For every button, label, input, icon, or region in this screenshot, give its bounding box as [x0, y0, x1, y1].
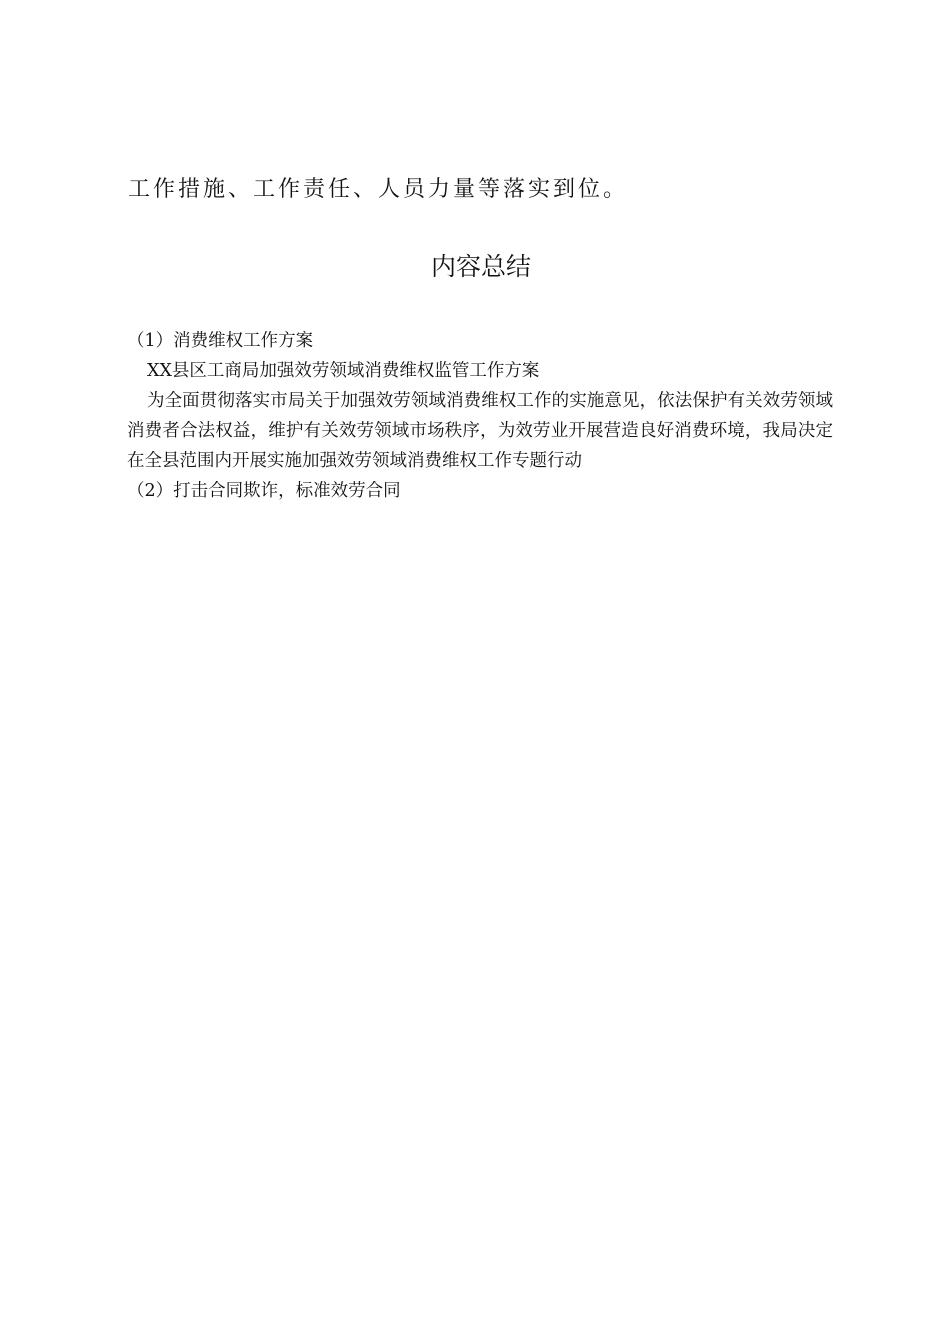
- summary-item-2-heading: （2）打击合同欺诈，标准效劳合同: [127, 481, 401, 501]
- summary-heading: 内容总结: [430, 252, 531, 281]
- summary-item-1-heading: （1）消费维权工作方案: [127, 331, 314, 351]
- continuation-line: 工作措施、工作责任、人员力量等落实到位。: [128, 177, 629, 202]
- summary-paragraph: 为全面贯彻落实市局关于加强效劳领域消费维权工作的实施意见，依法保护有关效劳领域消费者合法权益，维护有关效劳领域市场秩序，为效劳业开展营造良好消费环境，我局决定在全县范围内开展实施加强效劳领域消费维权工作专题行动: [127, 391, 833, 471]
- plan-title: XX县区工商局加强效劳领域消费维权监管工作方案: [147, 361, 540, 381]
- summary-body: [127, 326, 833, 506]
